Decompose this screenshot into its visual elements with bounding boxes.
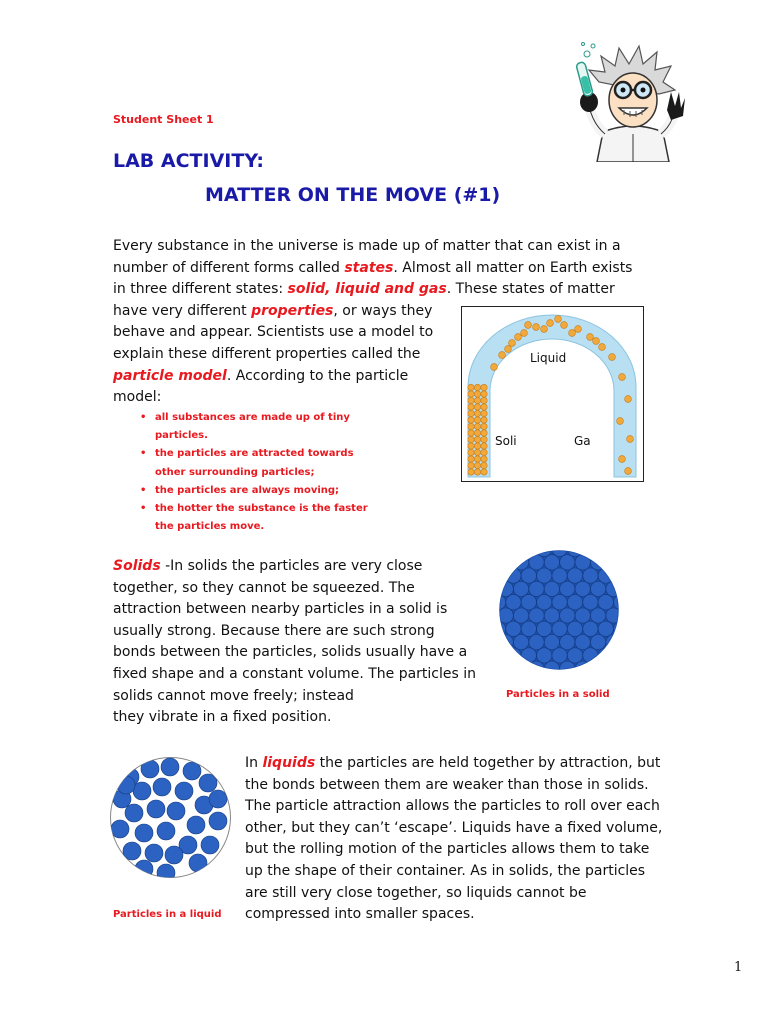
arch-particle	[474, 469, 480, 475]
solid-particle	[552, 568, 567, 583]
solid-particle	[591, 555, 606, 570]
arch-particle	[569, 330, 576, 337]
intro-line: number of different forms called states. Almost all matter on Earth exists	[113, 259, 633, 276]
arch-particle	[468, 417, 474, 423]
solids-paragraph	[113, 556, 483, 729]
list-item: • the hotter the substance is the faster the particles move.	[140, 500, 368, 536]
keyword-properties: properties	[251, 302, 334, 319]
intro-line: have very different properties, or ways they	[113, 302, 433, 319]
liquid-particles-illustration	[108, 755, 233, 880]
list-item: • the particles are always moving;	[140, 482, 368, 500]
liquid-particle	[201, 836, 219, 854]
arch-particle	[481, 404, 487, 410]
intro-line: particle model. According to the particle	[113, 367, 409, 384]
solid-particle	[529, 581, 544, 596]
solid-particle	[529, 635, 544, 650]
liquids-line: other, but they can’t ‘escape’. Liquids have a fixed volume,	[245, 819, 663, 836]
liquids-line: are still very close together, so liquids cannot be	[245, 884, 587, 901]
solid-particle	[614, 549, 620, 557]
states-diagram	[461, 306, 644, 482]
solid-particle	[583, 549, 598, 557]
arch-particle	[474, 456, 480, 462]
solid-particle	[591, 608, 606, 623]
solid-particle	[537, 595, 552, 610]
intro-line: model:	[113, 389, 162, 406]
liquid-particle	[183, 762, 201, 780]
arch-particle	[468, 443, 474, 449]
arch-particle	[474, 430, 480, 436]
solid-particle	[498, 568, 506, 583]
liquid-particle	[157, 822, 175, 840]
arch-particle	[474, 443, 480, 449]
solid-particle	[606, 635, 620, 650]
solid-particle	[537, 621, 552, 636]
intro-line: Every substance in the universe is made up of matter that can exist in a	[113, 238, 621, 254]
keyword-particle-model: particle model	[113, 367, 227, 384]
liquid-particle	[135, 824, 153, 842]
liquids-line: In liquids the particles are held together by attraction, but	[245, 755, 661, 771]
arch-particle	[474, 417, 480, 423]
solid-label: Soli	[495, 434, 517, 448]
arch-particle	[474, 462, 480, 468]
page-title-line2: MATTER ON THE MOVE (#1)	[205, 184, 501, 206]
arch-particle	[481, 410, 487, 416]
arch-particle	[481, 430, 487, 436]
solid-particle	[606, 555, 620, 570]
arch-particle	[481, 397, 487, 403]
liquid-particle	[145, 844, 163, 862]
bullet-icon: •	[140, 448, 147, 460]
liquids-line: compressed into smaller spaces.	[245, 906, 475, 923]
arch-illustration	[462, 307, 642, 480]
solid-particle	[583, 621, 598, 636]
arch-particle	[468, 469, 474, 475]
solid-particle	[552, 621, 567, 636]
solid-particle	[575, 608, 590, 623]
arch-particle	[541, 326, 548, 333]
solid-particle	[552, 648, 567, 663]
solid-particle	[567, 648, 582, 663]
liquid-particle	[167, 802, 185, 820]
arch-particle	[468, 423, 474, 429]
arch-particle	[474, 449, 480, 455]
arch-particle	[468, 384, 474, 390]
solid-particle	[614, 648, 620, 663]
arch-particle	[609, 354, 616, 361]
arch-particle	[481, 456, 487, 462]
solid-particle	[591, 581, 606, 596]
arch-particle	[474, 436, 480, 442]
solid-caption: Particles in a solid	[506, 689, 610, 700]
arch-particle	[468, 410, 474, 416]
solid-particle	[560, 555, 575, 570]
page-number: 1	[734, 960, 743, 975]
solid-particles-illustration	[498, 549, 620, 671]
arch-particle	[481, 443, 487, 449]
arch-particle	[515, 334, 522, 341]
arch-particle	[533, 324, 540, 331]
arch-particle	[575, 326, 582, 333]
arch-particle	[561, 322, 568, 329]
liquid-particle	[161, 758, 179, 776]
gas-label: Ga	[574, 434, 591, 448]
solid-particle	[575, 581, 590, 596]
liquid-caption: Particles in a liquid	[113, 909, 222, 920]
arch-particle	[599, 344, 606, 351]
arch-particle	[481, 417, 487, 423]
liquid-particle	[111, 820, 129, 838]
solid-particle	[544, 555, 559, 570]
liquid-particle	[123, 842, 141, 860]
liquids-line: The particle attraction allows the particles to roll over each	[245, 798, 660, 815]
arch-particle	[468, 449, 474, 455]
keyword-liquids: liquids	[262, 755, 316, 771]
solid-particle	[521, 621, 536, 636]
bullet-icon: •	[140, 503, 147, 515]
arch-particle	[593, 338, 600, 345]
liquids-line: up the shape of their container. As in solids, the particles	[245, 862, 646, 879]
solid-particle	[514, 635, 529, 650]
solid-particle	[567, 621, 582, 636]
keyword-states: states	[344, 259, 394, 276]
arch-particle	[481, 462, 487, 468]
arch-particle	[474, 404, 480, 410]
scientist-illustration	[575, 36, 690, 162]
intro-line: behave and appear. Scientists use a model to	[113, 324, 434, 341]
solid-particle	[498, 661, 513, 671]
arch-particle	[617, 418, 624, 425]
arch-particle	[627, 436, 634, 443]
arch-particle	[625, 396, 632, 403]
bullet-icon: •	[140, 412, 147, 423]
liquid-particle	[147, 800, 165, 818]
solid-particle	[575, 555, 590, 570]
liquids-line: but the rolling motion of the particles allows them to take	[245, 841, 650, 858]
arch-particle	[509, 340, 516, 347]
solid-particle	[514, 661, 529, 671]
arch-particle	[474, 410, 480, 416]
solid-particle	[514, 581, 529, 596]
arch-particle	[505, 346, 512, 353]
solids-line: attraction between nearby particles in a solid is	[113, 601, 448, 618]
solid-particle	[537, 568, 552, 583]
intro-line: explain these different properties called the	[113, 345, 421, 362]
liquid-particle	[187, 816, 205, 834]
solids-line: bonds between the particles, solids usually have a	[113, 644, 468, 661]
arch-particle	[481, 436, 487, 442]
arch-particle	[474, 397, 480, 403]
arch-particle	[468, 391, 474, 397]
arch-particle	[587, 334, 594, 341]
arch-particle	[499, 352, 506, 359]
arch-particle	[481, 391, 487, 397]
solid-particle	[560, 608, 575, 623]
arch-particle	[474, 384, 480, 390]
arch-particle	[481, 384, 487, 390]
liquid-particle	[199, 774, 217, 792]
solid-particle	[521, 568, 536, 583]
solid-particle	[598, 648, 613, 663]
solid-particle	[583, 595, 598, 610]
solid-particle	[506, 549, 521, 557]
solid-particle	[506, 621, 521, 636]
arch-particle	[619, 456, 626, 463]
liquid-particle	[135, 860, 153, 878]
solid-particle	[514, 608, 529, 623]
solid-particle	[606, 581, 620, 596]
solid-particle	[575, 635, 590, 650]
solid-particle	[544, 608, 559, 623]
solid-particle	[567, 595, 582, 610]
arch-particle	[619, 374, 626, 381]
solid-particle	[506, 595, 521, 610]
solid-particle	[529, 608, 544, 623]
solids-line: together, so they cannot be squeezed. The	[113, 579, 415, 596]
sheet-label: Student Sheet 1	[113, 113, 214, 126]
solid-particle	[514, 555, 529, 570]
arch-particle	[468, 430, 474, 436]
bullet-icon: •	[140, 484, 147, 496]
liquid-particle	[165, 846, 183, 864]
liquids-paragraph	[245, 753, 705, 926]
solids-line: solids cannot move freely; instead	[113, 687, 354, 704]
page-title-line1: LAB ACTIVITY:	[113, 150, 265, 172]
list-item: • the particles are attracted towards other surrounding particles;	[140, 445, 368, 481]
solid-particle	[598, 621, 613, 636]
solid-particle	[606, 661, 620, 671]
keyword-solids: Solids	[113, 558, 161, 574]
arch-particle	[521, 330, 528, 337]
solid-particle	[537, 648, 552, 663]
solid-particle	[552, 595, 567, 610]
solid-particle	[591, 635, 606, 650]
liquid-label: Liquid	[530, 351, 567, 365]
liquid-particle	[209, 790, 227, 808]
arch-particle	[468, 462, 474, 468]
arch-particle	[474, 391, 480, 397]
solid-particle	[498, 555, 513, 570]
solid-particle	[614, 568, 620, 583]
list-item: • all substances are made up of tiny particles.	[140, 409, 368, 445]
solid-particle	[506, 648, 521, 663]
particle-model-list	[140, 409, 368, 536]
solid-particle	[544, 581, 559, 596]
arch-particle	[474, 423, 480, 429]
solid-particle	[529, 555, 544, 570]
solids-line: fixed shape and a constant volume. The particles in	[113, 665, 477, 682]
arch-particle	[481, 449, 487, 455]
arch-particle	[468, 397, 474, 403]
solid-particle	[544, 635, 559, 650]
solid-particle	[498, 549, 506, 557]
arch-particle	[525, 322, 532, 329]
liquid-particle	[175, 782, 193, 800]
solid-particle	[521, 549, 536, 557]
arch-particle	[491, 364, 498, 371]
arch-particle	[625, 468, 632, 475]
liquid-particle	[209, 812, 227, 830]
arch-particle	[555, 316, 562, 323]
solid-particle	[498, 648, 506, 663]
solid-particle	[521, 595, 536, 610]
solid-particle	[506, 568, 521, 583]
liquid-particle	[133, 782, 151, 800]
solid-particle	[598, 595, 613, 610]
intro-line: in three different states: solid, liquid and gas. These states of matter	[113, 281, 615, 298]
solid-particle	[560, 635, 575, 650]
solid-particle	[591, 661, 606, 671]
arch-particle	[481, 423, 487, 429]
solids-line: Solids -In solids the particles are very close	[113, 558, 423, 574]
solid-particle	[598, 549, 613, 557]
solid-particle	[583, 568, 598, 583]
liquid-particle	[189, 854, 207, 872]
liquid-particle	[141, 760, 159, 778]
liquid-particle	[153, 778, 171, 796]
arch-particle	[481, 469, 487, 475]
liquids-line: the bonds between them are weaker than those in solids.	[245, 776, 649, 793]
arch-particle	[468, 404, 474, 410]
arch-particle	[468, 436, 474, 442]
arch-particle	[468, 456, 474, 462]
liquid-particle	[125, 804, 143, 822]
solids-line: they vibrate in a fixed position.	[113, 709, 332, 726]
arch-particle	[547, 320, 554, 327]
keyword-states-list: solid, liquid and gas	[287, 281, 447, 298]
solid-particle	[560, 581, 575, 596]
solid-particle	[567, 568, 582, 583]
solids-line: usually strong. Because there are such strong	[113, 622, 435, 639]
